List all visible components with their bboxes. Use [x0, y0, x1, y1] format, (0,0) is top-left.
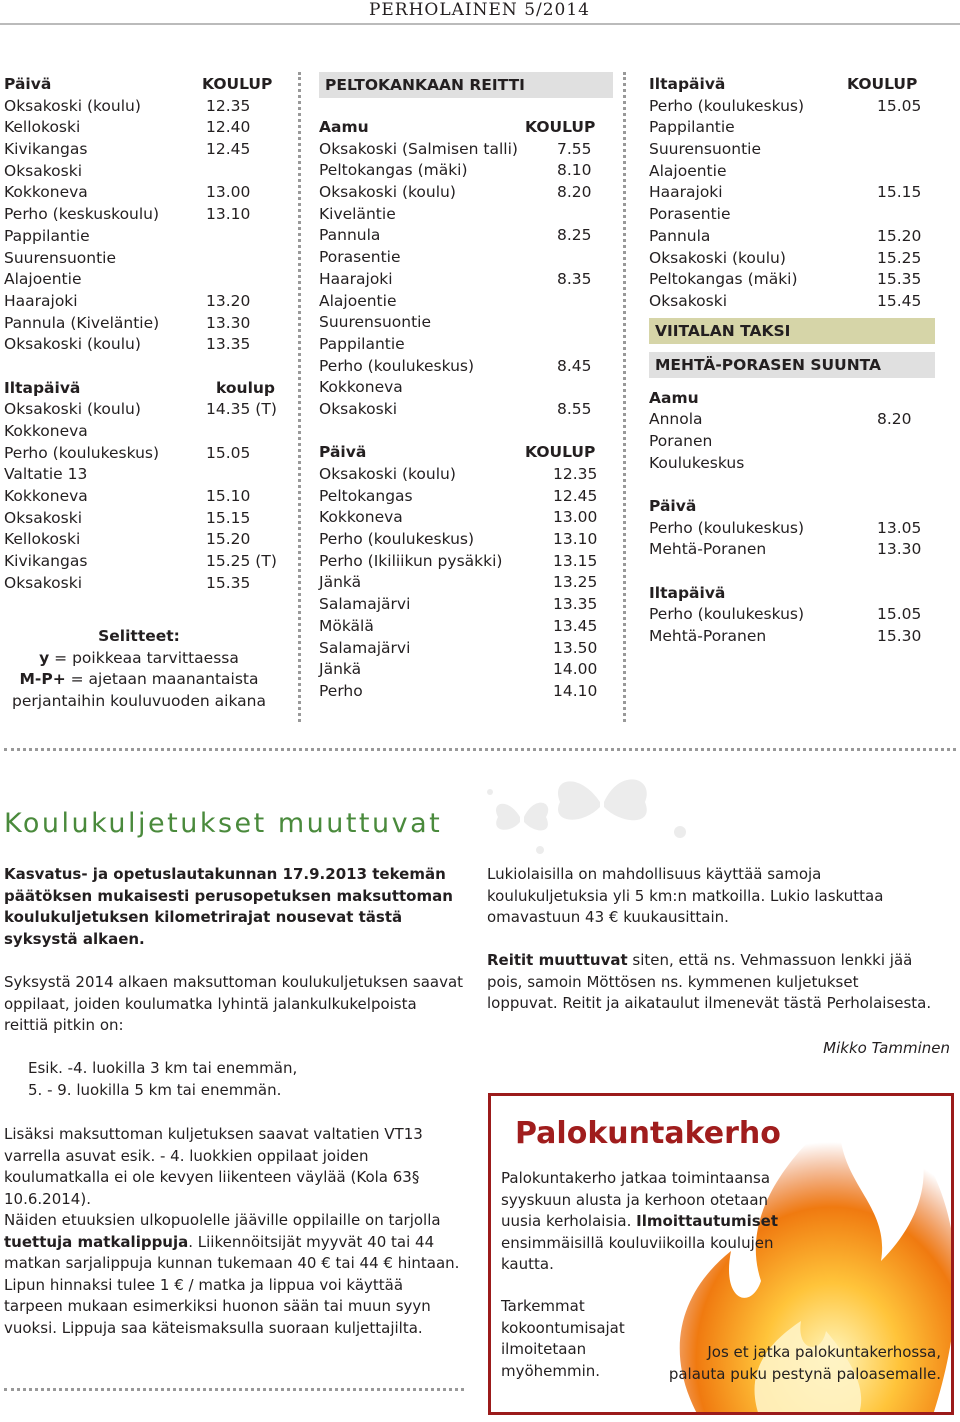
- stop-name: Oksakoski (koulu): [4, 335, 141, 354]
- butterfly-decoration: [480, 762, 710, 862]
- schedule-row: [319, 160, 613, 182]
- schedule-row: [4, 139, 274, 161]
- stop-time: 13.15: [553, 551, 598, 570]
- article-author: Mikko Tamminen: [823, 1039, 950, 1057]
- article-r1: Lukiolaisilla on mahdollisuus käyttää samoja koulukuljetuksia yli 5 km:n matkoilla. Lukio laskuttaa omavastuun 43 € kuukausittain.: [487, 865, 884, 927]
- schedule-row: [649, 182, 939, 204]
- legend-line3: perjantaihin kouluvuoden aikana: [12, 692, 266, 711]
- stop-time: 13.10: [553, 530, 598, 549]
- schedule-row: [649, 604, 939, 626]
- legend-mp: M-P+ = ajetaan maanantaista: [19, 670, 259, 689]
- stop-name: Kokkoneva: [4, 487, 88, 506]
- schedule-row: [649, 96, 939, 118]
- legend-title: Selitteet:: [98, 627, 180, 645]
- stop-name: Suurensuontie: [319, 313, 432, 332]
- stop-time: 14.10: [553, 681, 598, 700]
- schedule-row: [4, 291, 274, 313]
- section-label: Aamu: [319, 118, 369, 136]
- stop-time: 12.40: [206, 118, 251, 137]
- peltokangas-title-bar: PELTOKANKAAN REITTI: [319, 72, 613, 98]
- stop-name: Jänkä: [319, 660, 362, 679]
- stop-time: 15.30: [877, 627, 922, 646]
- section-label: Iltapäivä: [649, 75, 726, 93]
- stop-time: 15.20: [206, 530, 251, 549]
- schedule-row: [319, 247, 613, 269]
- stop-time: 13.45: [553, 616, 598, 635]
- stop-name: Peltokangas: [319, 486, 413, 505]
- palokunta-text-2: Tarkemmat kokoontumisajat ilmoitetaan myöhemmin.: [501, 1297, 625, 1380]
- suunta-title-bar: MEHTÄ-PORASEN SUUNTA: [649, 352, 935, 378]
- schedule-row: [319, 594, 613, 616]
- schedule-column-3: [649, 74, 939, 648]
- koulup-label: KOULUP: [525, 118, 596, 136]
- stop-name: Kellokoski: [4, 530, 81, 549]
- article-r2: Reitit muuttuvat siten, että ns. Vehmassuon lenkki jää pois, samoin Möttösen ns. kymmenen kuljetukset loppuvat. Reitit ja aikataulut ilmenevät tästä Perholaisesta.: [487, 951, 932, 1013]
- article-divider: [4, 1388, 464, 1391]
- schedule-row: [4, 96, 274, 118]
- stop-name: Kiveläntie: [319, 204, 396, 223]
- section-label: Päivä: [649, 497, 697, 515]
- section-header-row: [649, 583, 939, 605]
- stop-name: Porasentie: [319, 248, 401, 267]
- stop-time: 8.55: [557, 399, 592, 418]
- stop-name: Oksakoski (koulu): [4, 96, 141, 115]
- schedule-row: [4, 508, 274, 530]
- stop-time: 13.25: [553, 573, 598, 592]
- stop-name: Haarajoki: [319, 269, 393, 288]
- article-list: [28, 1058, 458, 1101]
- schedule-row: [649, 291, 939, 313]
- stop-name: Kivikangas: [4, 140, 88, 159]
- schedule-row: [319, 616, 613, 638]
- schedule-row: [319, 334, 613, 356]
- stop-name: Kokkoneva: [4, 422, 88, 440]
- stop-name: Perho (koulukeskus): [649, 605, 805, 624]
- stop-name: Oksakoski (koulu): [319, 183, 456, 202]
- stop-time: 13.35: [553, 595, 598, 614]
- koulup-label: KOULUP: [847, 75, 918, 93]
- list-item: 5. - 9. luokilla 5 km tai enemmän.: [28, 1080, 282, 1099]
- schedule-row: [319, 377, 613, 399]
- stop-time: 15.05: [877, 605, 922, 624]
- stop-name: Perho (keskuskoulu): [4, 205, 160, 224]
- schedule-row: [319, 507, 613, 529]
- stop-time: 13.35: [206, 335, 251, 354]
- palokunta-text-3: Jos et jatka palokuntakerhossa, palauta puku pestynä paloasemalle.: [668, 1343, 941, 1383]
- stop-name: Perho (koulukeskus): [4, 443, 160, 462]
- schedule-row: [4, 551, 277, 573]
- stop-time: 13.50: [553, 638, 598, 657]
- stop-name: Oksakoski: [649, 291, 728, 310]
- section-header-row: [4, 378, 274, 400]
- schedule-row: [319, 572, 613, 594]
- stop-name: Porasentie: [649, 205, 731, 224]
- stop-name: Perho (koulukeskus): [649, 96, 805, 115]
- column-divider-1: [298, 72, 301, 722]
- section-label: Aamu: [649, 388, 699, 407]
- stop-time: 8.10: [557, 161, 592, 180]
- stop-name: Perho (koulukeskus): [319, 530, 475, 549]
- stop-name: Kellokoski: [4, 118, 81, 137]
- stop-time: 8.20: [557, 183, 592, 202]
- stop-name: Salamajärvi: [319, 638, 411, 657]
- palokuntakerho-title: Palokuntakerho: [515, 1116, 781, 1151]
- legend-y: y = poikkeaa tarvittaessa: [39, 648, 239, 667]
- schedule-row: [4, 573, 274, 595]
- stop-time: 15.35: [877, 270, 922, 289]
- schedule-row: [4, 182, 274, 204]
- stop-time: 8.25: [557, 226, 592, 245]
- schedule-row: [319, 182, 613, 204]
- stop-time: 12.45: [553, 486, 598, 505]
- schedule-row: [319, 139, 613, 161]
- stop-name: Kokkoneva: [4, 183, 88, 202]
- schedule-row: [4, 248, 274, 270]
- schedule-row: [319, 681, 613, 703]
- stop-name: Oksakoski: [4, 573, 83, 592]
- section-label: Iltapäivä: [4, 378, 81, 397]
- schedule-row: [649, 409, 939, 431]
- stop-name: Haarajoki: [649, 183, 723, 202]
- koulup-label: koulup: [216, 378, 276, 397]
- section-header-row: [649, 74, 939, 96]
- article-p2: Lisäksi maksuttoman kuljetuksen saavat valtatien VT13 varrella asuvat esik. - 4. luokkien oppilaat joiden koulumatkalla ei ole kevyen liikenteen väylää (Kola 63§ 10.6.2014).: [4, 1125, 423, 1208]
- stop-name: Pappilantie: [4, 226, 90, 245]
- schedule-row: [4, 529, 274, 551]
- schedule-row: [649, 248, 939, 270]
- stop-name: Alajoentie: [649, 161, 727, 180]
- stop-time: 15.35: [206, 573, 251, 592]
- stop-name: Oksakoski (koulu): [319, 465, 456, 483]
- stop-name: Pannula: [319, 226, 381, 245]
- schedule-row: [649, 518, 939, 540]
- taksi-title-bar: VIITALAN TAKSI: [649, 318, 935, 344]
- stop-time: 15.10: [206, 487, 251, 506]
- stop-name: Perho: [319, 681, 363, 700]
- stop-time: 15.05: [877, 96, 922, 115]
- article-title: Koulukuljetukset muuttuvat: [4, 808, 443, 839]
- schedule-row: [319, 204, 613, 226]
- stop-time: 7.55: [557, 139, 592, 158]
- section-label: Päivä: [319, 443, 367, 462]
- stop-name: Mökälä: [319, 616, 374, 635]
- schedule-row: [649, 161, 939, 183]
- stop-name: Pannula (Kiveläntie): [4, 313, 160, 332]
- schedule-row: [649, 204, 939, 226]
- schedule-row: [319, 269, 613, 291]
- schedule-row: [319, 659, 613, 681]
- schedule-row: [319, 464, 613, 486]
- legend: [4, 626, 274, 713]
- stop-name: Suurensuontie: [4, 248, 117, 267]
- schedule-row: [649, 539, 939, 561]
- stop-name: Jänkä: [319, 573, 362, 592]
- schedule-row: [4, 204, 274, 226]
- section-header-row: [649, 388, 939, 410]
- stop-name: Pappilantie: [319, 334, 405, 353]
- list-item: Esik. -4. luokilla 3 km tai enemmän,: [28, 1059, 298, 1077]
- schedule-row: [649, 431, 939, 453]
- section-divider: [4, 748, 956, 751]
- schedule-row: [319, 312, 613, 334]
- stop-name: Perho (Ikiliikun pysäkki): [319, 551, 503, 570]
- stop-name: Alajoentie: [4, 270, 82, 289]
- stop-time: 15.15: [877, 183, 922, 202]
- section-label: Iltapäivä: [649, 583, 726, 602]
- schedule-column-1: [4, 74, 277, 595]
- stop-time: 14.35 (T): [206, 400, 277, 419]
- section-header-row: [4, 74, 274, 96]
- stop-time: 8.35: [557, 269, 592, 288]
- schedule-row: [319, 486, 613, 508]
- schedule-column-2: [319, 72, 613, 703]
- column-divider-2: [623, 72, 626, 722]
- schedule-row: [319, 291, 613, 313]
- stop-time: 13.10: [206, 205, 251, 224]
- article-lead: Kasvatus- ja opetuslautakunnan 17.9.2013 tekemän päätöksen mukaisesti perusopetuksen maksuttoman koulukuljetuksen kilometrirajat nousevat tästä syksystä alkaen.: [4, 865, 453, 948]
- stop-time: 13.00: [206, 183, 251, 202]
- stop-name: Mehtä-Poranen: [649, 627, 767, 646]
- section-label: Päivä: [4, 75, 52, 93]
- stop-time: 13.00: [553, 508, 598, 527]
- schedule-row: [4, 486, 274, 508]
- stop-name: Haarajoki: [4, 291, 78, 310]
- stop-name: Suurensuontie: [649, 140, 762, 159]
- stop-name: Oksakoski (koulu): [4, 400, 141, 419]
- stop-time: 12.45: [206, 140, 251, 159]
- stop-name: Oksakoski: [319, 399, 398, 418]
- schedule-row: [319, 638, 613, 660]
- schedule-row: [649, 269, 939, 291]
- stop-time: 8.20: [877, 410, 912, 429]
- schedule-row: [4, 226, 274, 248]
- schedule-row: [4, 334, 274, 356]
- koulup-label: KOULUP: [525, 443, 596, 462]
- stop-name: Annola: [649, 410, 703, 429]
- stop-name: Salamajärvi: [319, 595, 411, 614]
- stop-time: 15.05: [206, 443, 251, 462]
- stop-time: 8.45: [557, 356, 592, 375]
- stop-name: Poranen: [649, 431, 713, 450]
- stop-name: Oksakoski: [4, 508, 83, 527]
- palokunta-text-1: Palokuntakerho jatkaa toimintaansa syyskuun alusta ja kerhoon otetaan uusia kerholaisia. Ilmoittautumiset ensimmäisillä kouluviikoilla koulujen kautta.: [501, 1169, 779, 1274]
- schedule-row: [319, 551, 613, 573]
- schedule-row: [4, 313, 274, 335]
- stop-name: Kivikangas: [4, 552, 88, 571]
- stop-name: Pappilantie: [649, 118, 735, 137]
- stop-time: 15.25 (T): [206, 552, 277, 571]
- section-header-row: [319, 117, 613, 139]
- koulup-label: KOULUP: [202, 75, 273, 93]
- stop-time: 13.30: [206, 313, 251, 332]
- stop-name: Valtatie 13: [4, 465, 88, 484]
- schedule-row: [649, 453, 939, 475]
- section-header-row: [649, 496, 939, 518]
- stop-time: 15.15: [206, 508, 251, 527]
- stop-name: Kokkoneva: [319, 508, 403, 527]
- stop-name: Mehtä-Poranen: [649, 540, 767, 559]
- schedule-row: [319, 225, 613, 247]
- stop-time: 15.25: [877, 248, 922, 267]
- stop-name: Peltokangas (mäki): [319, 161, 468, 180]
- stop-name: Peltokangas (mäki): [649, 270, 798, 289]
- section-header-row: [319, 442, 613, 464]
- stop-name: Kokkoneva: [319, 378, 403, 397]
- stop-name: Pannula: [649, 226, 711, 245]
- stop-name: Oksakoski: [4, 161, 83, 180]
- schedule-row: [649, 117, 939, 139]
- schedule-row: [4, 464, 274, 486]
- schedule-row: [4, 117, 274, 139]
- stop-name: Koulukeskus: [649, 453, 745, 472]
- stop-time: 14.00: [553, 660, 598, 679]
- stop-name: Oksakoski (Salmisen talli): [319, 139, 518, 158]
- stop-time: 15.45: [877, 291, 922, 310]
- stop-name: Perho (koulukeskus): [649, 518, 805, 537]
- page-header: [0, 0, 960, 26]
- schedule-row: [319, 356, 613, 378]
- stop-time: 13.20: [206, 291, 251, 310]
- schedule-row: [319, 529, 613, 551]
- schedule-row: [4, 161, 274, 183]
- page-header-title: PERHOLAINEN 5/2014: [368, 0, 590, 20]
- schedule-row: [4, 443, 274, 465]
- stop-time: 12.35: [206, 96, 251, 115]
- article-p1: Syksystä 2014 alkaen maksuttoman koulukuljetuksen saavat oppilaat, joiden koulumatka lyhintä jalankulkukelpoista reittiä pitkin on:: [4, 973, 464, 1035]
- stop-time: 15.20: [877, 226, 922, 245]
- stop-name: Oksakoski (koulu): [649, 248, 786, 267]
- header-rule: [0, 23, 960, 25]
- stop-name: Perho (koulukeskus): [319, 356, 475, 375]
- stop-time: 13.05: [877, 518, 922, 537]
- schedule-row: [649, 626, 939, 648]
- palokuntakerho-box: [488, 1093, 954, 1415]
- schedule-row: [4, 399, 277, 421]
- schedule-row: [4, 269, 274, 291]
- stop-time: 13.30: [877, 540, 922, 559]
- schedule-row: [649, 139, 939, 161]
- schedule-row: [319, 399, 613, 421]
- stop-name: Alajoentie: [319, 291, 397, 310]
- schedule-row: [649, 226, 939, 248]
- stop-time: 12.35: [553, 465, 598, 483]
- article-p3: Näiden etuuksien ulkopuolelle jääville oppilaille on tarjolla tuettuja matkalippuja. Liikennöitsijät myyvät 40 tai 44 matkan sarjalippuja kunnan tukemaan 40 € tai 44 € hintaan. Lipun hinnaksi tulee 1 € / matka ja lippua voi käyttää tarpeen mukaan esimerkiksi huonon sään tai muun syyn vuoksi. Lippuja saa käteismaksulla suoraan kuljettajilta.: [4, 1211, 460, 1337]
- schedule-row: [4, 421, 274, 443]
